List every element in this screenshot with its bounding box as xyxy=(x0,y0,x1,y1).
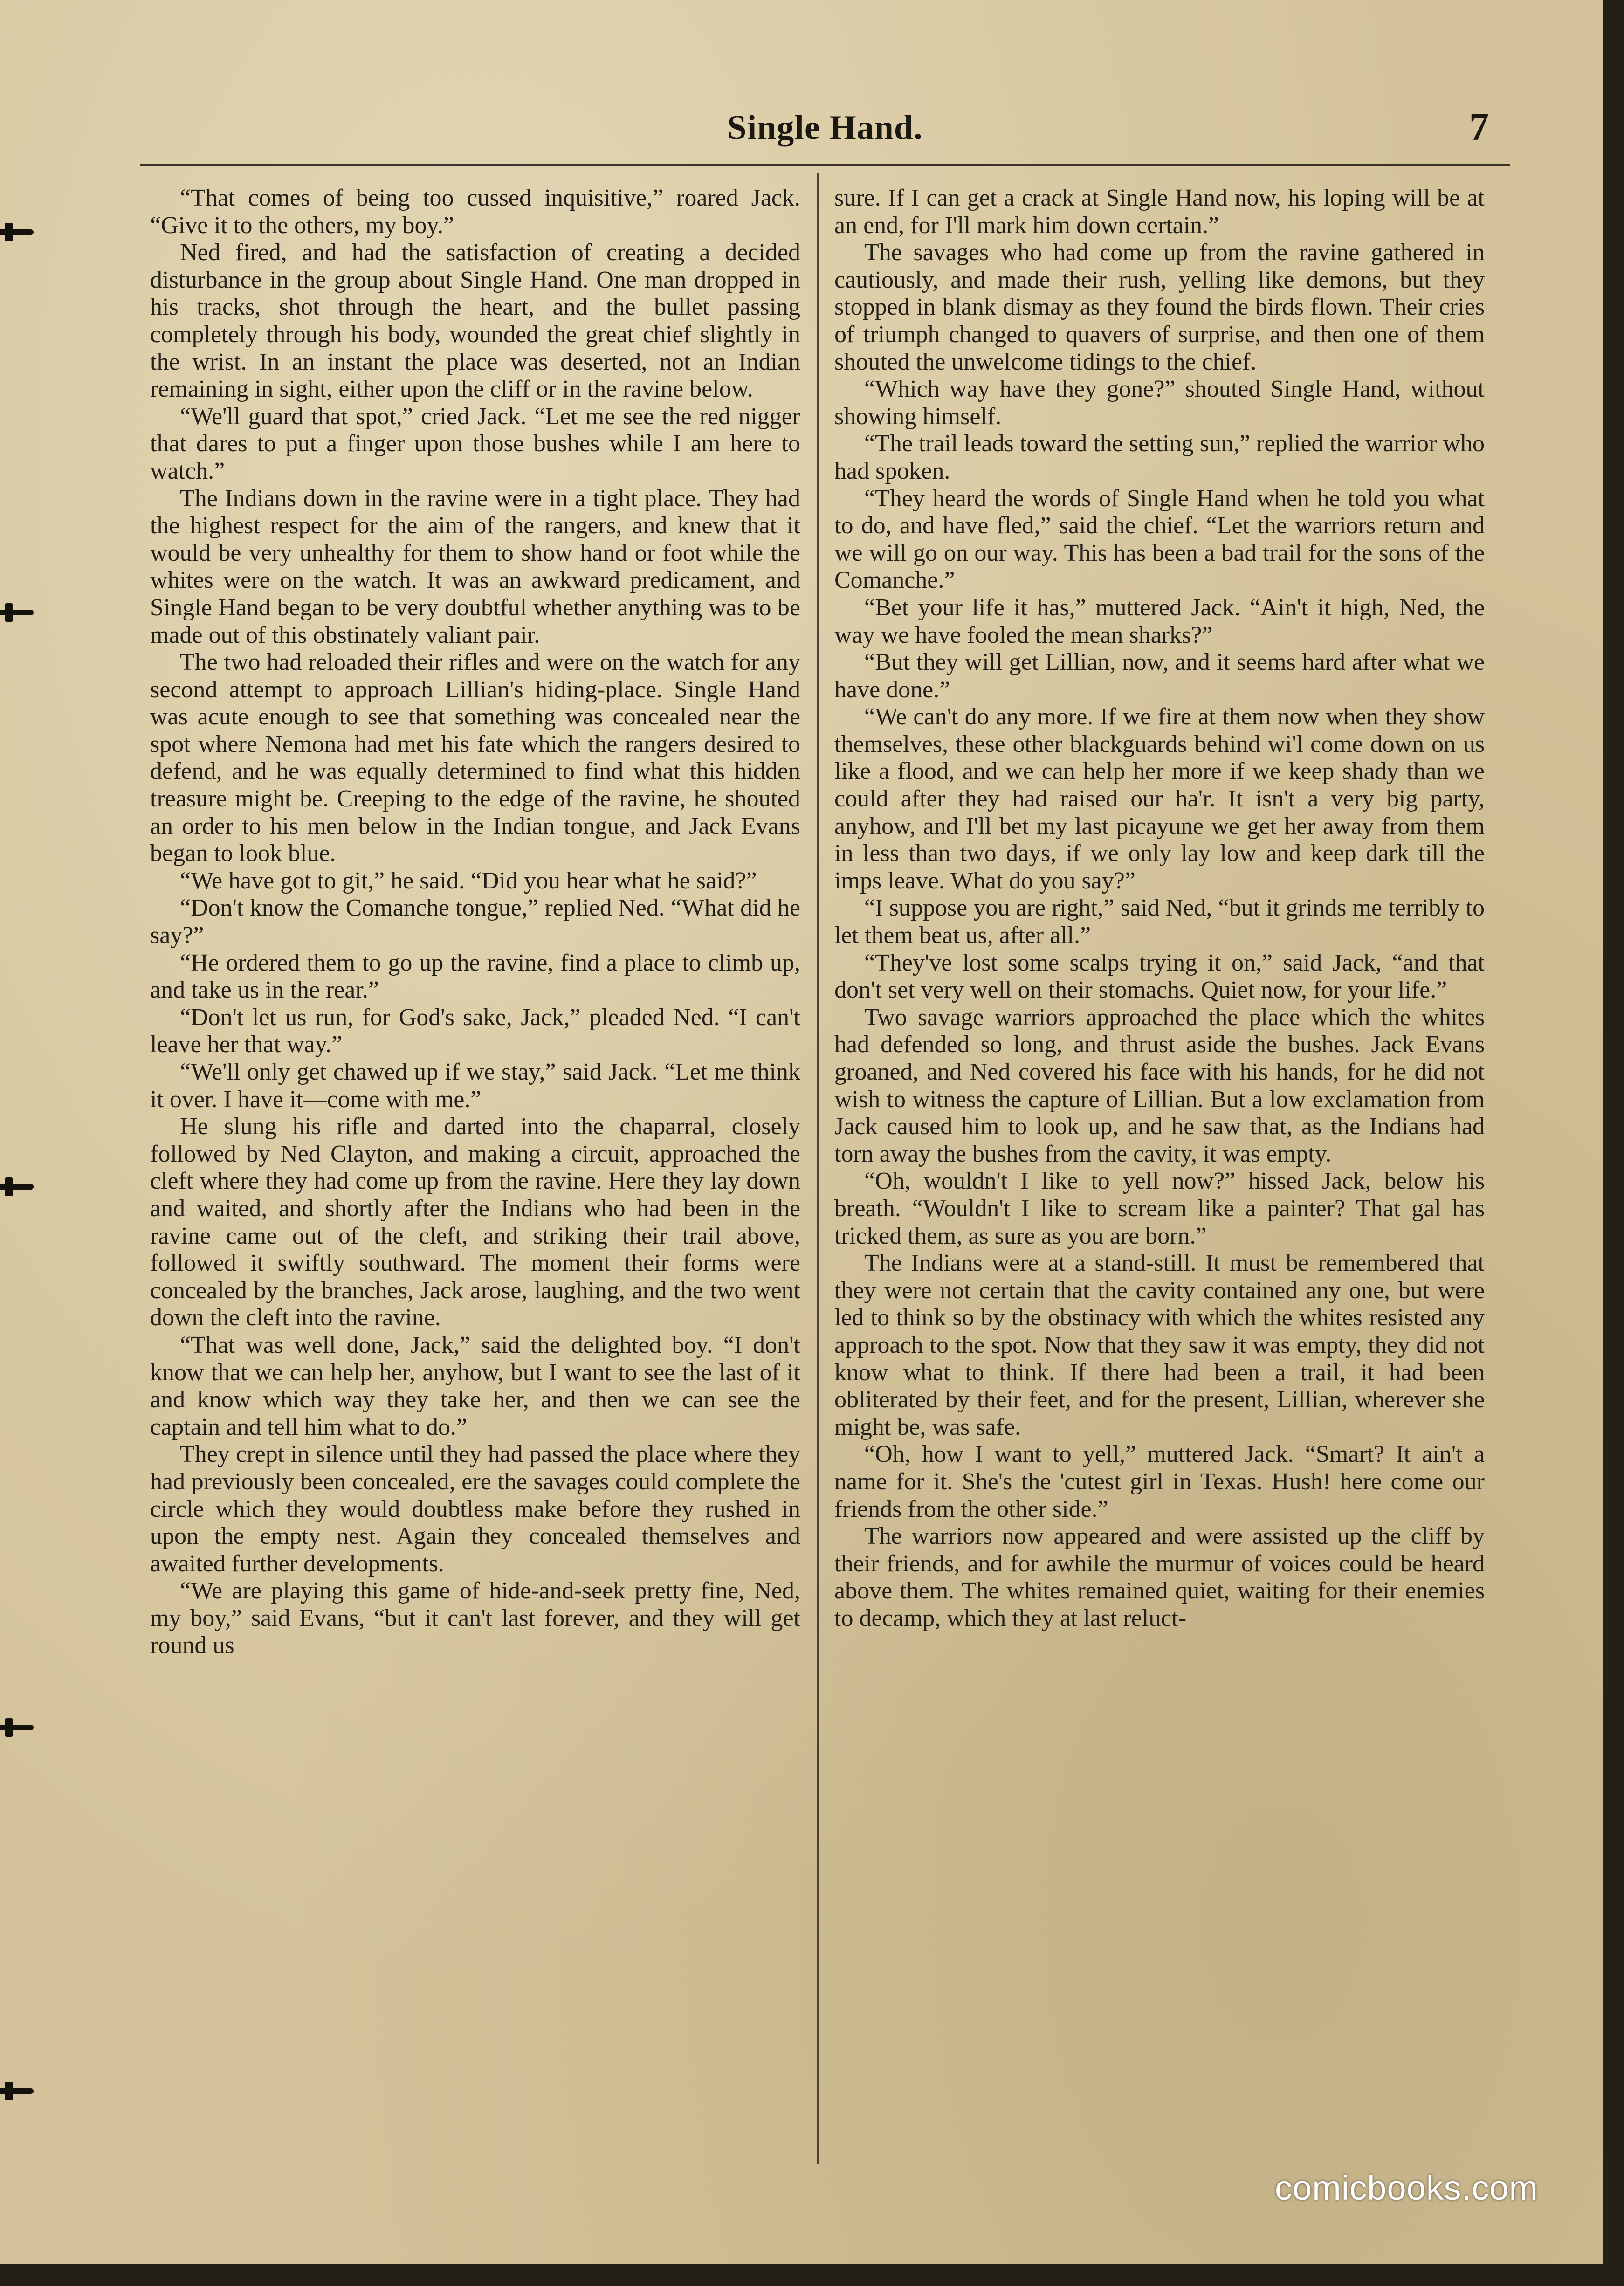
paragraph: “We have got to git,” he said. “Did you hear what he said?” xyxy=(180,867,757,894)
paragraph: “They've lost some scalps trying it on,” said Jack, “and that don't set very well on their stomachs. Quiet now, for your life.” xyxy=(834,949,1485,1004)
paragraph: “We'll only get chawed up if we stay,” said Jack. “Let me think it over. I have it—come with me.” xyxy=(150,1059,800,1113)
page-title: Single Hand. xyxy=(727,109,923,147)
paragraph: The Indians were at a stand-still. It must be remembered that they were not certain that the cavity contained any one, but were led to think so by the obstinacy with which the whites resisted any approach to the spot. Now that they saw it was empty, they did not know what to think. If there had been a trail, it had been obliterated by their feet, and for the present, Lillian, wherever she might be, was safe. xyxy=(834,1250,1485,1440)
paragraph: “Oh, wouldn't I like to yell now?” hissed Jack, below his breath. “Wouldn't I like to scream like a painter? That gal has tricked them, as sure as you are born.” xyxy=(834,1168,1485,1249)
scan-border-right xyxy=(1603,0,1624,2286)
scan-border-bottom xyxy=(0,2264,1624,2286)
paragraph: “They heard the words of Single Hand when he told you what to do, and have fled,” said the chief. “Let the warriors return and we will go on our way. This has been a bad trail for the sons of the Comanche.” xyxy=(834,485,1485,594)
paragraph: “We are playing this game of hide-and-seek pretty fine, Ned, my boy,” said Evans, “but it can't last forever, and they will get round us xyxy=(150,1577,800,1659)
watermark: comicbooks.com xyxy=(1274,2169,1538,2207)
paragraph: “That was well done, Jack,” said the delighted boy. “I don't know that we can help her, anyhow, but I want to see the last of it and know which way they take her, and then we can see the captain and tell him what to do.” xyxy=(150,1331,800,1440)
paragraph: “Which way have they gone?” shouted Single Hand, without showing himself. xyxy=(834,376,1485,430)
running-header xyxy=(149,102,1501,158)
left-column xyxy=(150,185,800,2152)
paragraph: “I suppose you are right,” said Ned, “but it grinds me terribly to let them beat us, after all.” xyxy=(834,895,1485,949)
paragraph: “That comes of being too cussed inquisitive,” roared Jack. “Give it to the others, my boy.” xyxy=(150,185,800,239)
paragraph: “We can't do any more. If we fire at them now when they show themselves, these other blackguards behind wi'l come down on us like a flood, and we can help her more if we keep shady than we could after they had raised our ha'r. It isn't a very big party, anyhow, and I'll bet my last picayune we get her away from them in less than two days, if we only lay low and keep dark till the imps leave. What do you say?” xyxy=(834,703,1485,894)
paragraph-continued: sure. If I can get a crack at Single Hand now, his loping will be at an end, for I'll mark him down certain.” xyxy=(834,185,1485,239)
right-column xyxy=(834,185,1485,2152)
binding-staple-mark xyxy=(0,229,34,235)
paragraph: He slung his rifle and darted into the chaparral, closely followed by Ned Clayton, and making a circuit, approached the cleft where they had come up from the ravine. Here they lay down and waited, and shortly after the Indians who had been in the ravine came out of the cleft, and striking their trail above, followed it swiftly southward. The moment their forms were concealed by the branches, Jack arose, laughing, and the two went down the cleft into the ravine. xyxy=(150,1113,800,1331)
binding-staple-mark xyxy=(0,2088,34,2094)
paragraph: “But they will get Lillian, now, and it seems hard after what we have done.” xyxy=(834,649,1485,703)
binding-staple-mark xyxy=(0,1184,34,1190)
paragraph: “Bet your life it has,” muttered Jack. “Ain't it high, Ned, the way we have fooled the mean sharks?” xyxy=(834,594,1485,648)
binding-staple-mark xyxy=(0,1725,34,1730)
binding-staple-mark xyxy=(0,610,34,615)
paragraph: They crept in silence until they had passed the place where they had previously been concealed, ere the savages could complete the circle which they would doubtless make before they rushed in upon the empty nest. Again they concealed themselves and awaited further developments. xyxy=(150,1441,800,1577)
paragraph: The warriors now appeared and were assisted up the cliff by their friends, and for awhile the murmur of voices could be heard above them. The whites remained quiet, waiting for their enemies to decamp, which they at last reluct- xyxy=(834,1523,1485,1632)
paragraph: The savages who had come up from the ravine gathered in cautiously, and made their rush, yelling like demons, but they stopped in blank dismay as they found the birds flown. Their cries of triumph changed to quavers of surprise, and then one of them shouted the unwelcome tidings to the chief. xyxy=(834,239,1485,375)
paragraph: “The trail leads toward the setting sun,” replied the warrior who had spoken. xyxy=(834,430,1485,484)
column-divider xyxy=(817,173,819,2164)
paragraph: “Don't let us run, for God's sake, Jack,” pleaded Ned. “I can't leave her that way.” xyxy=(150,1004,800,1058)
page-number: 7 xyxy=(1469,105,1489,149)
header-rule xyxy=(140,164,1510,166)
paragraph: “Oh, how I want to yell,” muttered Jack. “Smart? It ain't a name for it. She's the 'cutest girl in Texas. Hush! here come our friends from the other side.” xyxy=(834,1441,1485,1522)
paragraph: Ned fired, and had the satisfaction of creating a decided disturbance in the group about Single Hand. One man dropped in his tracks, shot through the heart, and the bullet passing completely through his body, wounded the great chief slightly in the wrist. In an instant the place was deserted, not an Indian remaining in sight, either upon the cliff or in the ravine below. xyxy=(150,239,800,403)
paragraph: The Indians down in the ravine were in a tight place. They had the highest respect for the aim of the rangers, and knew that it would be very unhealthy for them to show hand or foot while the whites were on the watch. It was an awkward predicament, and Single Hand began to be very doubtful whether anything was to be made out of this obstinately valiant pair. xyxy=(150,485,800,648)
paragraph: The two had reloaded their rifles and were on the watch for any second attempt to approach Lillian's hiding-place. Single Hand was acute enough to see that something was concealed near the spot where Nemona had met his fate which the rangers desired to defend, and he was equally determined to find what this hidden treasure might be. Creeping to the edge of the ravine, he shouted an order to his men below in the Indian tongue, and Jack Evans began to look blue. xyxy=(150,649,800,867)
paragraph: “We'll guard that spot,” cried Jack. “Let me see the red nigger that dares to put a finger upon those bushes while I am here to watch.” xyxy=(150,403,800,484)
paragraph: Two savage warriors approached the place which the whites had defended so long, and thrust aside the bushes. Jack Evans groaned, and Ned covered his face with his hands, for he did not wish to witness the capture of Lillian. But a low exclamation from Jack caused him to look up, and he saw that, as the Indians had torn away the bushes from the cavity, it was empty. xyxy=(834,1004,1485,1167)
paragraph: “Don't know the Comanche tongue,” replied Ned. “What did he say?” xyxy=(150,895,800,949)
paragraph: “He ordered them to go up the ravine, find a place to climb up, and take us in the rear.” xyxy=(150,949,800,1004)
